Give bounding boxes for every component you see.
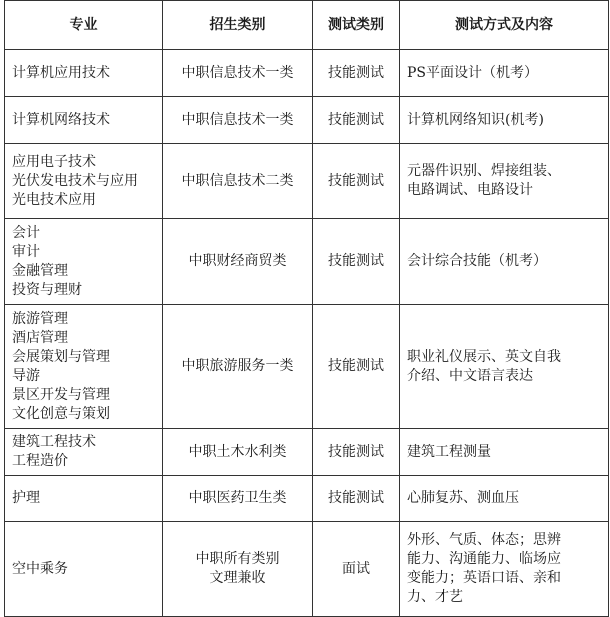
- cell-line: 应用电子技术: [12, 153, 96, 170]
- test-type-cell: [313, 219, 400, 305]
- cell-line: 会展策划与管理: [12, 348, 110, 365]
- table-row: [5, 476, 609, 522]
- admission-test-table: [4, 0, 609, 617]
- cell-line: 文理兼收: [209, 570, 266, 586]
- header-test-type: 测试类别: [313, 1, 400, 50]
- cell-line: 中职信息技术一类: [181, 111, 294, 128]
- major-cell: [5, 97, 163, 144]
- cell-line: 中职医药卫生类: [188, 490, 287, 506]
- test-type-cell: [313, 144, 400, 219]
- cell-line: 中职土木水利类: [188, 443, 287, 460]
- table-row: [5, 522, 609, 617]
- category-cell: [163, 522, 313, 617]
- test-type-cell: [313, 50, 400, 97]
- cell-line: 职业礼仪展示、英文自我: [407, 348, 561, 365]
- cell-line: 中职所有类别: [195, 551, 280, 567]
- cell-line: 面试: [342, 560, 370, 577]
- cell-line: 技能测试: [328, 111, 384, 128]
- cell-line: 光伏发电技术与应用: [12, 172, 138, 189]
- cell-line: 中职旅游服务一类: [181, 358, 294, 374]
- major-cell: [5, 50, 163, 97]
- test-type-cell: [313, 97, 400, 144]
- table-row: [5, 305, 609, 429]
- table-row: [5, 50, 609, 97]
- cell-line: 技能测试: [328, 253, 384, 269]
- header-category: 招生类别: [163, 1, 313, 50]
- cell-line: 工程造价: [12, 453, 68, 469]
- cell-line: 导游: [12, 367, 40, 384]
- cell-line: 计算机网络知识(机考): [407, 111, 544, 128]
- cell-line: 审计: [12, 243, 40, 260]
- test-type-cell: [313, 429, 400, 476]
- test-type-cell: [313, 476, 400, 522]
- cell-line: 技能测试: [328, 443, 384, 460]
- cell-line: 技能测试: [328, 172, 384, 189]
- cell-line: 计算机网络技术: [12, 111, 110, 128]
- cell-line: 酒店管理: [12, 329, 68, 346]
- category-cell: [163, 429, 313, 476]
- cell-line: 力、才艺: [407, 589, 463, 605]
- cell-line: 介绍、中文语言表达: [407, 367, 533, 384]
- major-cell: [5, 429, 163, 476]
- test-type-cell: [313, 305, 400, 429]
- table-row: [5, 429, 609, 476]
- cell-line: 元器件识别、焊接组装、: [407, 163, 561, 179]
- table-row: [5, 97, 609, 144]
- cell-line: 能力、沟通能力、临场应: [407, 551, 561, 567]
- cell-line: 建筑工程测量: [407, 443, 491, 460]
- cell-line: 护理: [12, 490, 40, 506]
- category-cell: [163, 219, 313, 305]
- cell-line: 建筑工程技术: [12, 434, 96, 450]
- test-content-cell: [400, 219, 609, 305]
- category-cell: [163, 50, 313, 97]
- cell-line: 计算机应用技术: [12, 64, 110, 81]
- header-major: 专业: [5, 1, 163, 50]
- cell-line: 金融管理: [12, 262, 68, 279]
- cell-line: PS平面设计（机考）: [407, 64, 539, 81]
- cell-line: 中职信息技术一类: [181, 64, 294, 81]
- cell-line: 光电技术应用: [12, 191, 96, 208]
- test-content-cell: [400, 50, 609, 97]
- category-cell: [163, 97, 313, 144]
- cell-line: 中职信息技术二类: [181, 172, 294, 189]
- major-cell: [5, 522, 163, 617]
- cell-line: 心肺复苏、测血压: [407, 490, 519, 506]
- category-cell: [163, 144, 313, 219]
- header-row: [5, 1, 609, 50]
- cell-line: 会计综合技能（机考）: [407, 253, 547, 269]
- test-content-cell: [400, 429, 609, 476]
- test-content-cell: [400, 144, 609, 219]
- category-cell: [163, 476, 313, 522]
- cell-line: 文化创意与策划: [12, 405, 110, 422]
- major-cell: [5, 219, 163, 305]
- cell-line: 旅游管理: [12, 310, 68, 327]
- cell-line: 中职财经商贸类: [188, 253, 287, 269]
- test-content-cell: [400, 97, 609, 144]
- cell-line: 景区开发与管理: [12, 386, 110, 403]
- cell-line: 技能测试: [328, 358, 384, 374]
- major-cell: [5, 305, 163, 429]
- cell-line: 技能测试: [328, 64, 384, 81]
- test-content-cell: [400, 522, 609, 617]
- major-cell: [5, 476, 163, 522]
- cell-line: 投资与理财: [12, 281, 82, 298]
- major-cell: [5, 144, 163, 219]
- test-type-cell: [313, 522, 400, 617]
- test-content-cell: [400, 305, 609, 429]
- cell-line: 技能测试: [328, 490, 384, 506]
- header-test-content: 测试方式及内容: [400, 1, 609, 50]
- cell-line: 会计: [12, 224, 40, 241]
- cell-line: 变能力；英语口语、亲和: [407, 570, 561, 586]
- cell-line: 空中乘务: [12, 560, 68, 577]
- table-row: [5, 144, 609, 219]
- cell-line: 外形、气质、体态；思辨: [407, 532, 561, 548]
- table-row: [5, 219, 609, 305]
- test-content-cell: [400, 476, 609, 522]
- category-cell: [163, 305, 313, 429]
- cell-line: 电路调试、电路设计: [407, 182, 533, 198]
